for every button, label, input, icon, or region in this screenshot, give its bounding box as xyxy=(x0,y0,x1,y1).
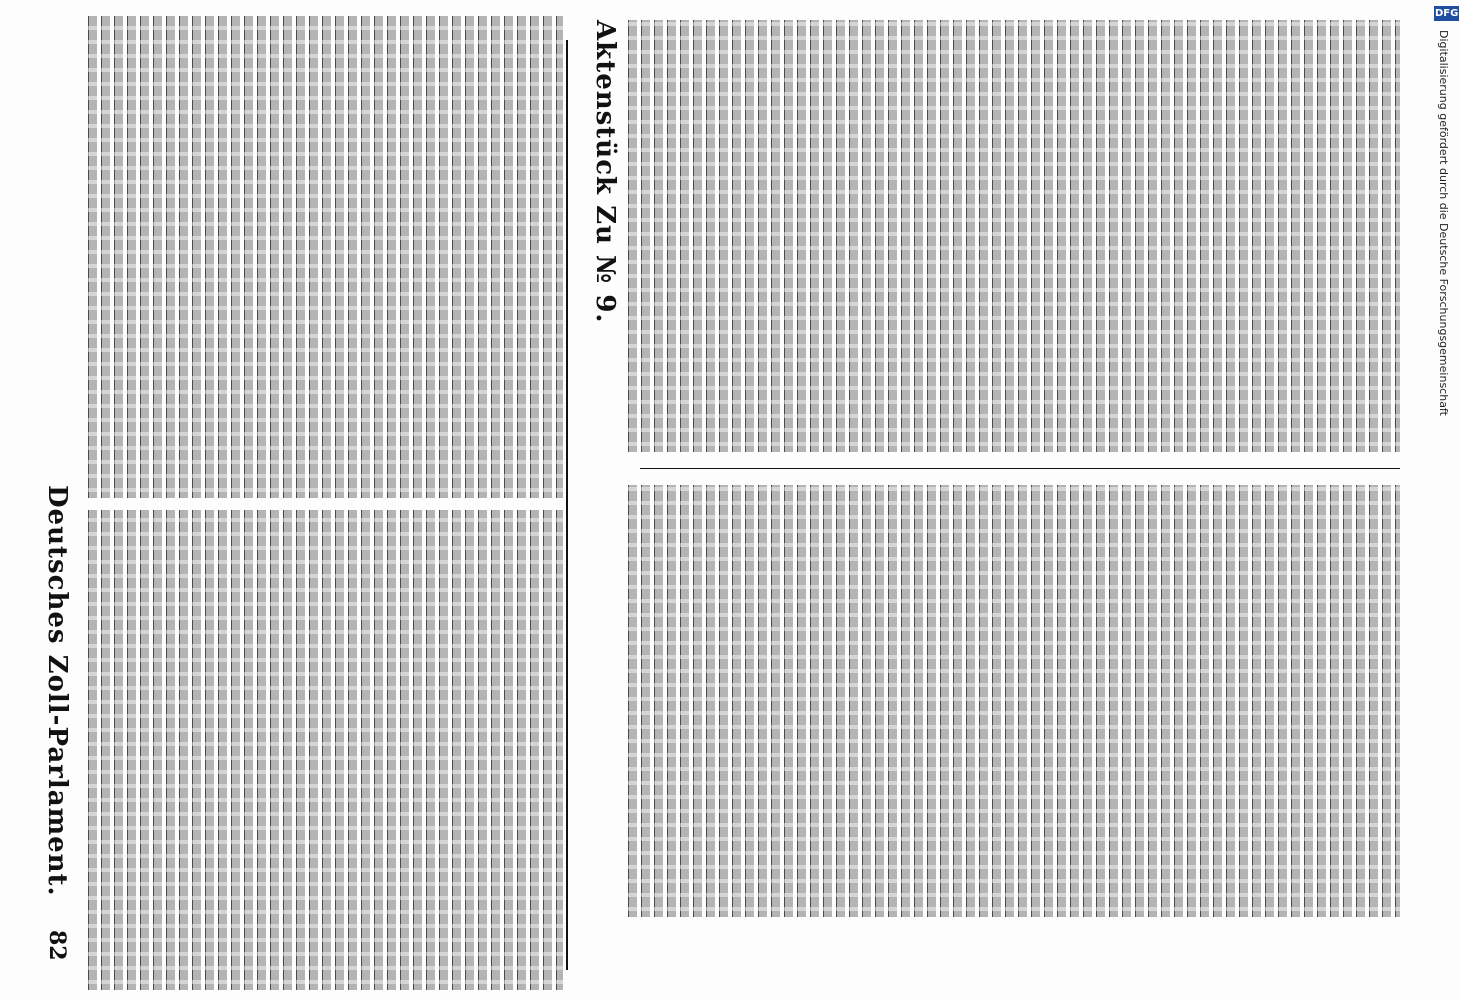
right-column-divider xyxy=(640,468,1400,469)
text-column-right-1 xyxy=(628,20,1400,452)
center-divider xyxy=(566,40,568,970)
page-number: 82 xyxy=(44,930,70,961)
right-header-title: Aktenstück Zu № 9. xyxy=(590,20,620,324)
text-column-left-2 xyxy=(88,16,563,498)
text-column-right-2 xyxy=(628,485,1400,917)
left-header-title: Deutsches Zoll-Parlament. xyxy=(42,485,72,897)
text-column-left-1 xyxy=(88,510,563,990)
dfg-logo-badge: DFG xyxy=(1435,8,1459,19)
digitization-note: Digitalisierung gefördert durch die Deutsche Forschungsgemeinschaft xyxy=(1437,30,1450,416)
